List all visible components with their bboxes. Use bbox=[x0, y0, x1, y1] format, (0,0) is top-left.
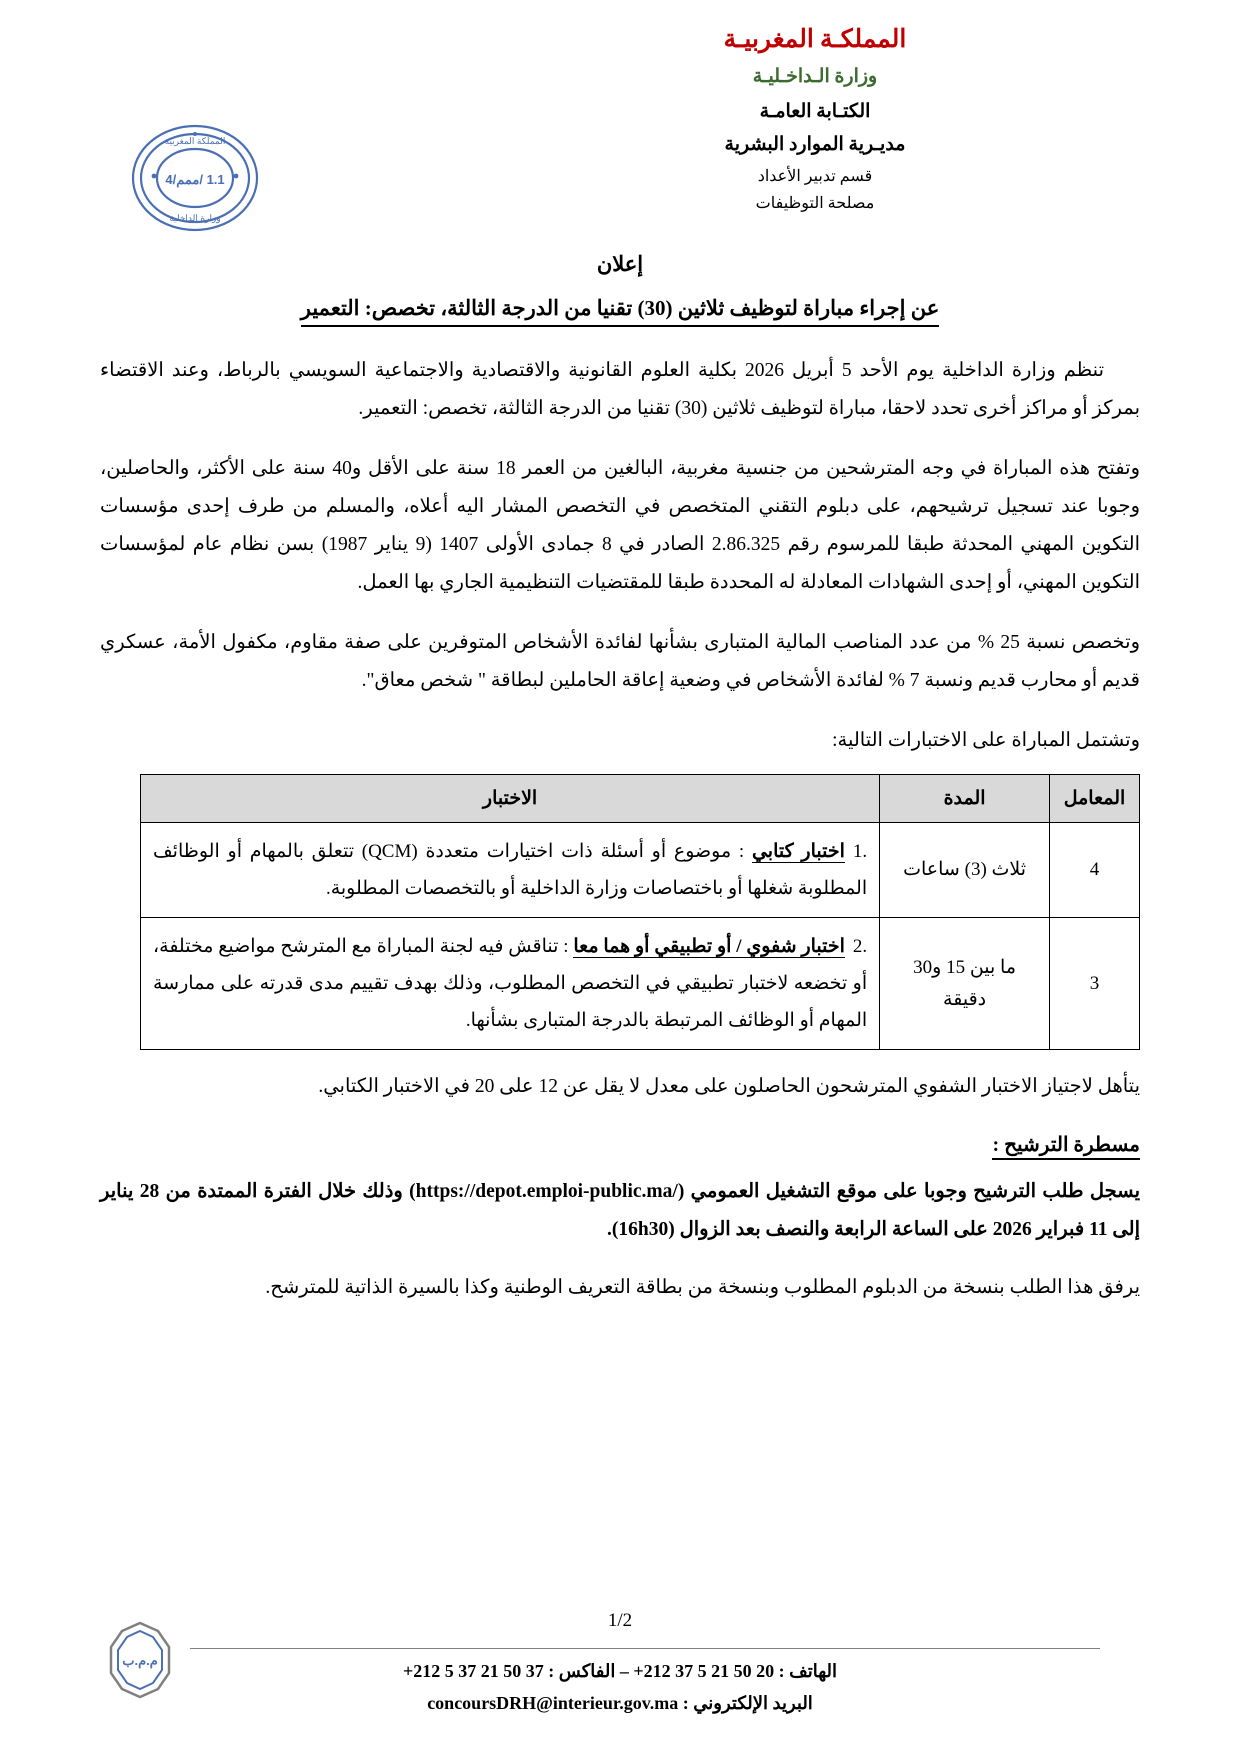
division-title: قسم تدبير الأعداد bbox=[757, 168, 873, 186]
announcement-label: إعلان bbox=[596, 252, 644, 276]
paragraph-eligibility: وتفتح هذه المباراة في وجه المترشحين من جنسية مغربية، البالغين من العمر 18 سنة على الأقل و40 سنة على الأكثر، والحاصلين، وجوبا عند تسجيل ترشيحهم، على دبلوم التقني المتخصص في التخصص المشار اليه أعلاه، والمسلم من طرف إحدى مؤسسات التكوين المهني المحدثة طبقا للمرسوم رقم 2.86.325 الصادر في 8 جمادى الأولى 1407 (9 يناير 1987) بسن نظام عام لمؤسسات التكوين المهني، أو إحدى الشهادات المعادلة له المحددة طبقا للمقتضيات التنظيمية الجاري بها العمل. bbox=[100, 458, 1141, 594]
section-heading-procedure bbox=[100, 1132, 1140, 1157]
cell-coefficient: 3 bbox=[1050, 918, 1140, 1050]
paragraph-attachments: يرفق هذا الطلب بنسخة من الدبلوم المطلوب وبنسخة من بطاقة التعريف الوطنية وكذا بالسيرة الذاتية للمترشح. bbox=[265, 1277, 1140, 1299]
table-header-duration: المدة bbox=[880, 775, 1050, 823]
directorate-title: مديـرية الموارد البشرية bbox=[724, 134, 906, 156]
table-header-test: الاختبار bbox=[141, 775, 880, 823]
footer-phone-fax: الهاتف : 20 50 21 5 37 212+ – الفاكس : 37 50 21 37 5 212+ bbox=[402, 1661, 837, 1681]
table-header-coefficient: المعامل bbox=[1050, 775, 1140, 823]
table-lead-text: وتشتمل المباراة على الاختبارات التالية: bbox=[832, 730, 1140, 752]
svg-text:وزارة الداخلية: وزارة الداخلية bbox=[169, 213, 221, 223]
table-row bbox=[141, 918, 1140, 1050]
ministry-title: وزارة الـداخـليـة bbox=[752, 66, 878, 88]
exams-table bbox=[140, 774, 1140, 1050]
test-description: : موضوع أو أسئلة ذات اختيارات متعددة (QCM) تتعلق بالمهام أو الوظائف المطلوبة شغلها أو باختصاصات وزارة الداخلية أو بالتخصصات المطلوبة. bbox=[153, 841, 868, 900]
cell-test-description bbox=[141, 918, 880, 1050]
page-number: 1/2 bbox=[607, 1610, 633, 1631]
cell-coefficient: 4 bbox=[1050, 823, 1140, 918]
document-header bbox=[580, 22, 1050, 217]
paragraph-quotas: وتخصص نسبة 25 % من عدد المناصب المالية المتبارى بشأنها لفائدة الأشخاص المتوفرين على صفة مقاوم، مكفول الأمة، عسكري قديم أو محارب قديم ونسبة 7 % لفائدة الأشخاص في وضعية إعاقة الحاملين لبطاقة " شخص معاق". bbox=[100, 632, 1140, 692]
page-title: عن إجراء مباراة لتوظيف ثلاثين (30) تقنيا من الدرجة الثالثة، تخصص: التعمير bbox=[301, 296, 940, 327]
cell-duration: ثلاث (3) ساعات bbox=[880, 823, 1050, 918]
official-stamp-icon bbox=[128, 118, 263, 238]
svg-text:المملكة المغربية: المملكة المغربية bbox=[164, 136, 226, 146]
paragraph-oral-qualification: يتأهل لاجتياز الاختبار الشفوي المترشحون الحاصلون على معدل لا يقل عن 12 على 20 في الاختبار الكتابي. bbox=[318, 1076, 1140, 1098]
kingdom-title: المملكـة المغربيـة bbox=[723, 26, 907, 53]
cell-duration: ما بين 15 و30 دقيقة bbox=[880, 918, 1050, 1050]
test-label: اختبار كتابي bbox=[751, 841, 845, 863]
table-row bbox=[141, 823, 1140, 918]
footer-email: البريد الإلكتروني : concoursDRH@interieur.gov.ma bbox=[427, 1692, 813, 1713]
main-title-wrapper bbox=[0, 296, 1240, 327]
document-body bbox=[100, 352, 1140, 1329]
svg-text:م.م.ب: م.م.ب bbox=[122, 1653, 158, 1668]
table-header-row bbox=[141, 775, 1140, 823]
test-label: اختبار شفوي / أو تطبيقي أو هما معا bbox=[573, 936, 845, 958]
paragraph-application-procedure: يسجل طلب الترشيح وجوبا على موقع التشغيل العمومي (/https://depot.emploi-public.ma) وذلك خلال الفترة الممتدة من 28 يناير إلى 11 فبراير 2026 على الساعة الرابعة والنصف بعد الزوال (16h30). bbox=[100, 1181, 1140, 1241]
footer-contact-block bbox=[100, 1656, 1140, 1719]
svg-text:1.1 /ممم/4: 1.1 /ممم/4 bbox=[165, 172, 225, 187]
section-heading-text: مسطرة الترشيح : bbox=[992, 1134, 1140, 1160]
paragraph-organization: تنظم وزارة الداخلية يوم الأحد 5 أبريل 2026 بكلية العلوم القانونية والاقتصادية والاجتماعية السويسي بالرباط، وعند الاقتضاء بمركز أو مراكز أخرى تحدد لاحقا، مباراة لتوظيف ثلاثين (30) تقنيا من الدرجة الثالثة، تخصص: التعمير. bbox=[100, 360, 1140, 420]
service-title: مصلحة التوظيفات bbox=[755, 195, 875, 213]
secretariat-title: الكتـابة العامـة bbox=[759, 100, 871, 122]
footer-divider bbox=[190, 1648, 1100, 1649]
row-number: .2 bbox=[852, 936, 868, 958]
cell-test-description bbox=[141, 823, 880, 918]
test-description: : تناقش فيه لجنة المباراة مع المترشح مواضيع مختلفة، أو تخضعه لاختبار تطبيقي في التخصص المطلوب، وذلك بهدف تقييم مدى قدرته على ممارسة المهام أو الوظائف المرتبطة بالدرجة المتبارى بشأنها. bbox=[153, 936, 868, 1032]
row-number: .1 bbox=[852, 841, 868, 863]
